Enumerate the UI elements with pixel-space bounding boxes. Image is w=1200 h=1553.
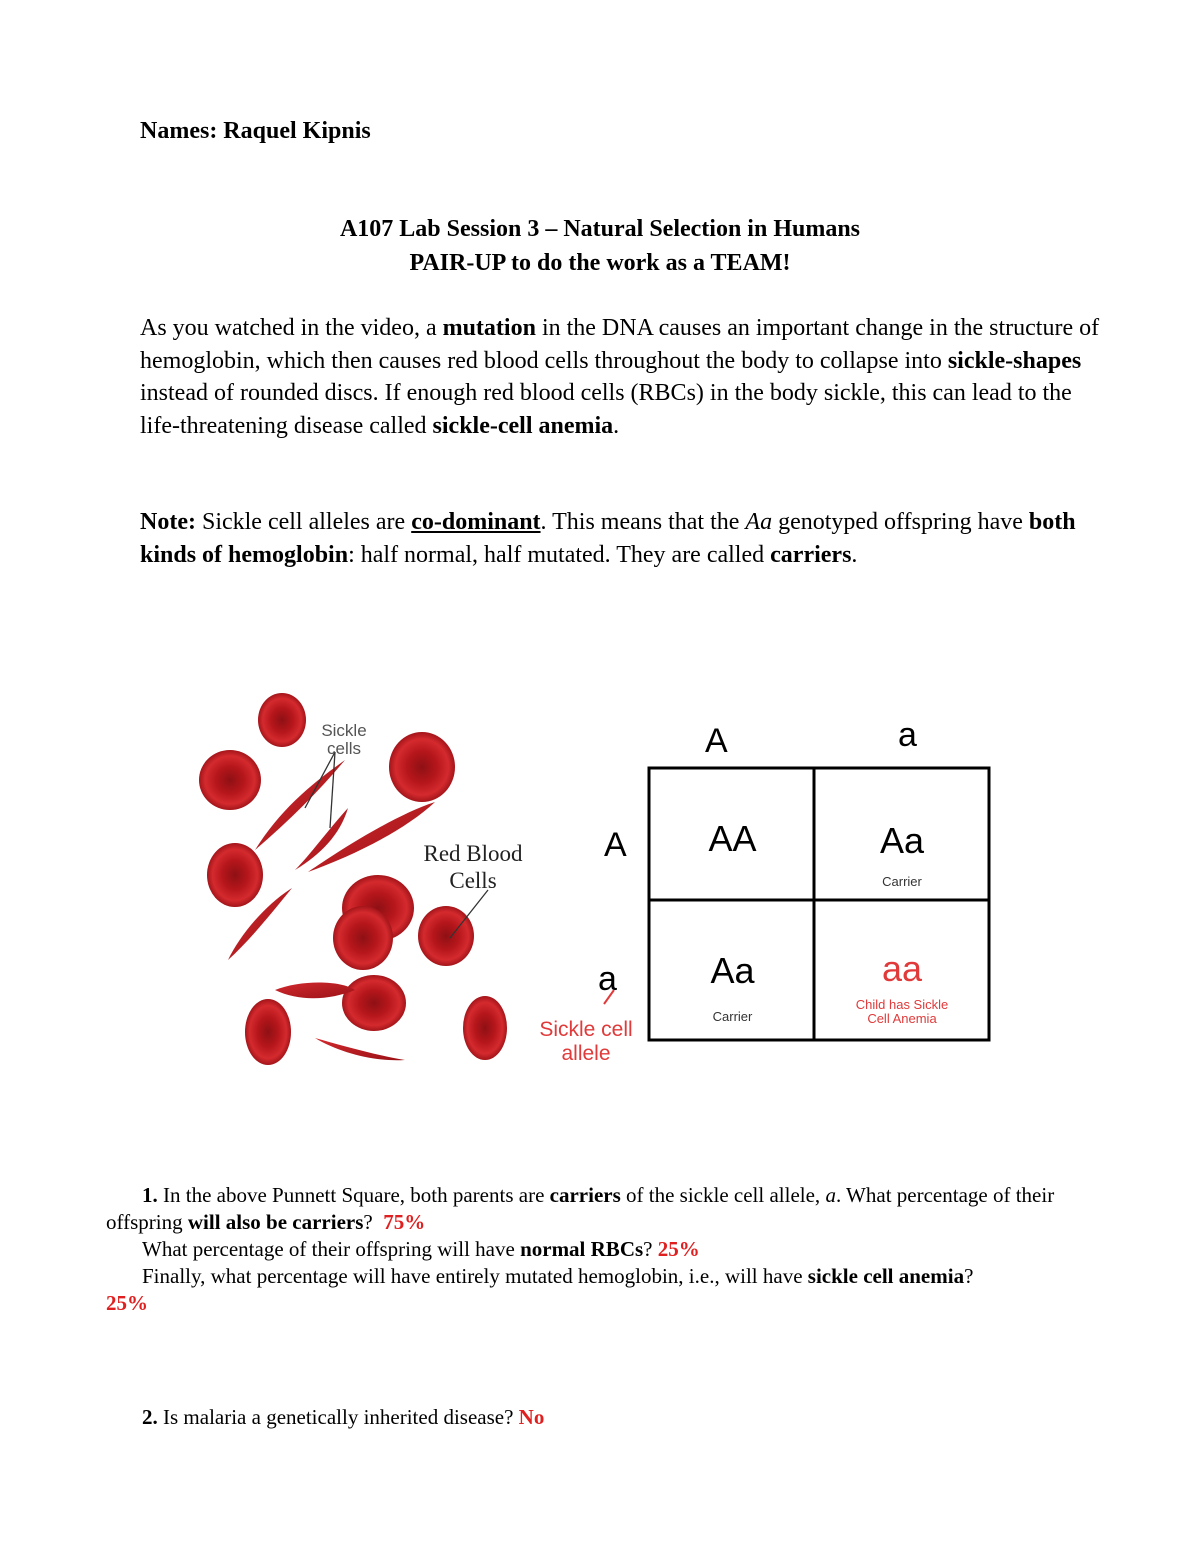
punnett-cell-carrier: Aa xyxy=(879,820,925,861)
punnett-col-header: A xyxy=(705,722,728,760)
answer-anemia: 25% xyxy=(106,1291,148,1315)
rbc-cell xyxy=(342,975,406,1031)
note-paragraph: Note: Sickle cell alleles are co-dominant. This means that the Aa genotyped offspring have both kinds of hemoglobin: half normal, half mutated. They are called carriers. xyxy=(140,509,1076,568)
names-heading: Names: Raquel Kipnis xyxy=(140,118,371,144)
page-subtitle: PAIR-UP to do the work as a TEAM! xyxy=(409,250,791,276)
rbc-cell xyxy=(199,750,261,810)
rbc-label: Red Blood Cells xyxy=(423,841,523,893)
carrier-caption: Carrier xyxy=(712,1009,753,1024)
carrier-caption: Carrier xyxy=(882,874,922,889)
question-1: 1. In the above Punnett Square, both parents are carriers of the sickle cell allele, a. What percentage of their offspring will also be carriers? 75% What percentage of their offspring will have normal RBCs? 25% Finally, what percentage will have entirely mutated hemoglobin, i.e., will have sickle cell anemia? 25% xyxy=(106,1183,1055,1315)
punnett-col-header: a xyxy=(898,716,917,754)
punnett-cell-aa-dominant: AA xyxy=(708,818,757,859)
rbc-cell xyxy=(207,843,263,907)
sickle-allele-label: Sickle cell allele xyxy=(539,1018,633,1065)
sickle-anemia-caption: Child has Sickle Cell Anemia xyxy=(855,997,949,1026)
punnett-row-header: A xyxy=(604,826,627,864)
sickle-cell xyxy=(275,983,355,999)
sickle-cell xyxy=(315,1038,405,1060)
rbc-cell xyxy=(463,996,507,1060)
answer-carriers: 75% xyxy=(383,1210,426,1234)
sickle-cell xyxy=(295,808,348,870)
sickle-cells-label: Sickle cells xyxy=(321,721,367,758)
punnett-cell-aa-recessive: aa xyxy=(881,948,923,989)
rbc-cell xyxy=(333,906,393,970)
punnett-row-header: a xyxy=(598,960,617,998)
rbc-cell xyxy=(389,732,455,802)
punnett-cell-carrier: Aa xyxy=(710,950,755,991)
answer-normal: 25% xyxy=(657,1237,700,1261)
rbc-cell xyxy=(418,906,474,966)
answer-malaria: No xyxy=(518,1405,545,1429)
intro-paragraph: As you watched in the video, a mutation in the DNA causes an important change in the structure of hemoglobin, which then causes red blood cells throughout the body to collapse into sickle-shapes instead of rounded discs. If enough red blood cells (RBCs) in the body sickle, this can lead to the life-threatening disease called sickle-cell anemia. xyxy=(140,315,1100,439)
page-title: A107 Lab Session 3 – Natural Selection in Humans xyxy=(339,216,861,242)
question-2: 2. Is malaria a genetically inherited disease? No xyxy=(142,1405,545,1429)
rbc-cell xyxy=(258,693,306,747)
rbc-cell xyxy=(245,999,291,1065)
